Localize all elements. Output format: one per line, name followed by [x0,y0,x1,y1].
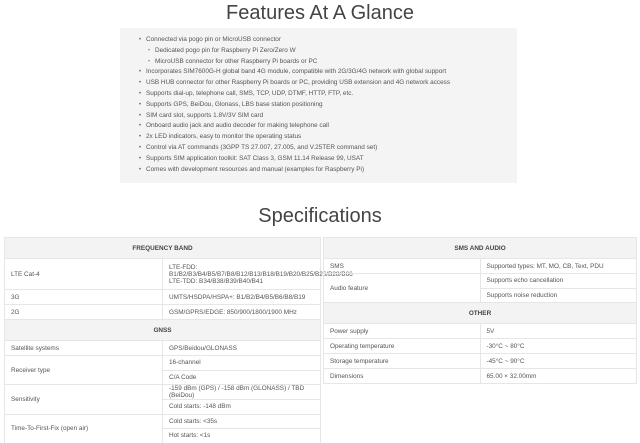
row-value: Supports echo cancellation [480,274,637,289]
table-row [324,369,637,384]
row-value: Cold starts: -148 dBm [163,400,321,415]
feature-text: Onboard audio jack and audio decoder for making telephone call [146,122,329,130]
bullet-icon: • [148,47,151,54]
bullet-icon: • [139,80,142,87]
spec-table-right [323,237,637,384]
feature-item [139,35,507,46]
section-header-frequency-band: FREQUENCY BAND [5,238,321,259]
bullet-icon: • [139,166,142,173]
row-label: 2G [5,305,163,320]
table-row [5,290,321,305]
row-label: LTE Cat-4 [5,259,163,290]
row-label: Satellite systems [5,341,163,356]
feature-item [139,132,507,143]
row-value: UMTS/HSDPA/HSPA+: B1/B2/B4/B5/B6/B8/B19 [163,290,321,305]
bullet-icon: • [139,134,142,141]
specifications-title: Specifications [258,205,382,227]
bullet-icon: • [148,58,151,65]
row-value: -159 dBm (GPS) / -158 dBm (GLONASS) / TBD (BeiDou) [163,385,321,400]
row-label: Receiver type [5,356,163,385]
feature-text: SIM card slot, supports 1.8V/3V SIM card [146,111,264,119]
row-label: SMS [324,259,481,274]
table-row [324,339,637,354]
row-label: Time-To-First-Fix (open air) [5,414,163,443]
table-row [5,414,321,429]
row-value: 65.00 × 32.00mm [480,369,637,384]
row-value: -30°C ~ 80°C [480,339,637,354]
bullet-icon: • [139,144,142,151]
value-line: B1/B2/B3/B4/B5/B7/B8/B12/B13/B18/B19/B20/B25/B26/B28/B66 [169,270,353,278]
row-value: Supports noise reduction [480,288,637,303]
feature-item [139,89,507,100]
feature-item [139,111,507,122]
feature-text: Dedicated pogo pin for Raspberry Pi Zero/Zero W [155,46,296,54]
row-label: Sensitivity [5,385,163,415]
row-value: Hot starts: <1s [163,429,321,443]
feature-text: Connected via pogo pin or MicroUSB connector [146,36,281,43]
bullet-icon: • [139,155,142,162]
feature-text: Supports dial-up, telephone call, SMS, TCP, UDP, DTMF, HTTP, FTP, etc. [146,89,354,97]
row-value: GSM/GPRS/EDGE: 850/900/1800/1900 MHz [163,305,321,320]
table-row [5,259,321,290]
bullet-icon: • [139,101,142,108]
bullet-icon: • [139,90,142,97]
features-list [139,35,507,175]
feature-text: Control via AT commands (3GPP TS 27.007, 27.005, and V.25TER command set) [146,143,378,151]
row-value: 5V [480,324,637,339]
feature-text: Supports SIM application toolkit: SAT Class 3, GSM 11.14 Release 99, USAT [146,154,364,162]
feature-text: Supports GPS, BeiDou, Glonass, LBS base station positioning [146,100,323,108]
row-value: C/A Code [163,370,321,385]
row-label: Audio feature [324,274,481,303]
feature-item [139,121,507,132]
feature-subitem [142,46,507,57]
row-label: Operating temperature [324,339,481,354]
features-list-box [120,28,517,183]
table-row [324,274,637,289]
table-row [324,324,637,339]
row-label: Power supply [324,324,481,339]
row-value: 16-channel [163,356,321,371]
bullet-icon: • [139,69,142,76]
section-header-other: OTHER [324,303,637,324]
row-label: 3G [5,290,163,305]
bullet-icon: • [139,123,142,130]
row-value: GPS/Beidou/GLONASS [163,341,321,356]
feature-text: Incorporates SIM7600G-H global band 4G module, compatible with 2G/3G/4G network with global support [146,68,447,76]
row-label: Dimensions [324,369,481,384]
row-value: -45°C ~ 90°C [480,354,637,369]
value-line: LTE-FDD: [169,263,198,271]
row-label: Storage temperature [324,354,481,369]
feature-item [139,67,507,78]
section-header-sms-audio: SMS AND AUDIO [324,238,637,259]
table-row [5,341,321,356]
table-row [5,385,321,400]
bullet-icon: • [139,37,142,43]
feature-item [139,143,507,154]
feature-item [139,78,507,89]
feature-item [139,100,507,111]
feature-text: USB HUB connector for other Raspberry Pi boards or PC, providing USB extension and 4G network access [146,79,451,87]
section-header-gnss: GNSS [5,320,321,341]
table-row [5,305,321,320]
table-row [324,354,637,369]
feature-text: MicroUSB connector for other Raspberry Pi boards or PC [155,57,318,65]
row-value: Supported types: MT, MO, CB, Text, PDU [480,259,637,274]
feature-text: Comes with development resources and manual (examples for Raspberry Pi) [146,165,365,173]
feature-subitem [142,57,507,68]
value-line: LTE-TDD: B34/B38/B39/B40/B41 [169,277,264,285]
feature-text: 2x LED indicators, easy to monitor the operating status [146,133,302,141]
features-title: Features At A Glance [226,2,414,24]
bullet-icon: • [139,112,142,119]
row-value: Cold starts: <35s [163,414,321,429]
feature-item [139,154,507,165]
feature-item [139,165,507,176]
table-row [5,356,321,371]
table-row [324,259,637,274]
